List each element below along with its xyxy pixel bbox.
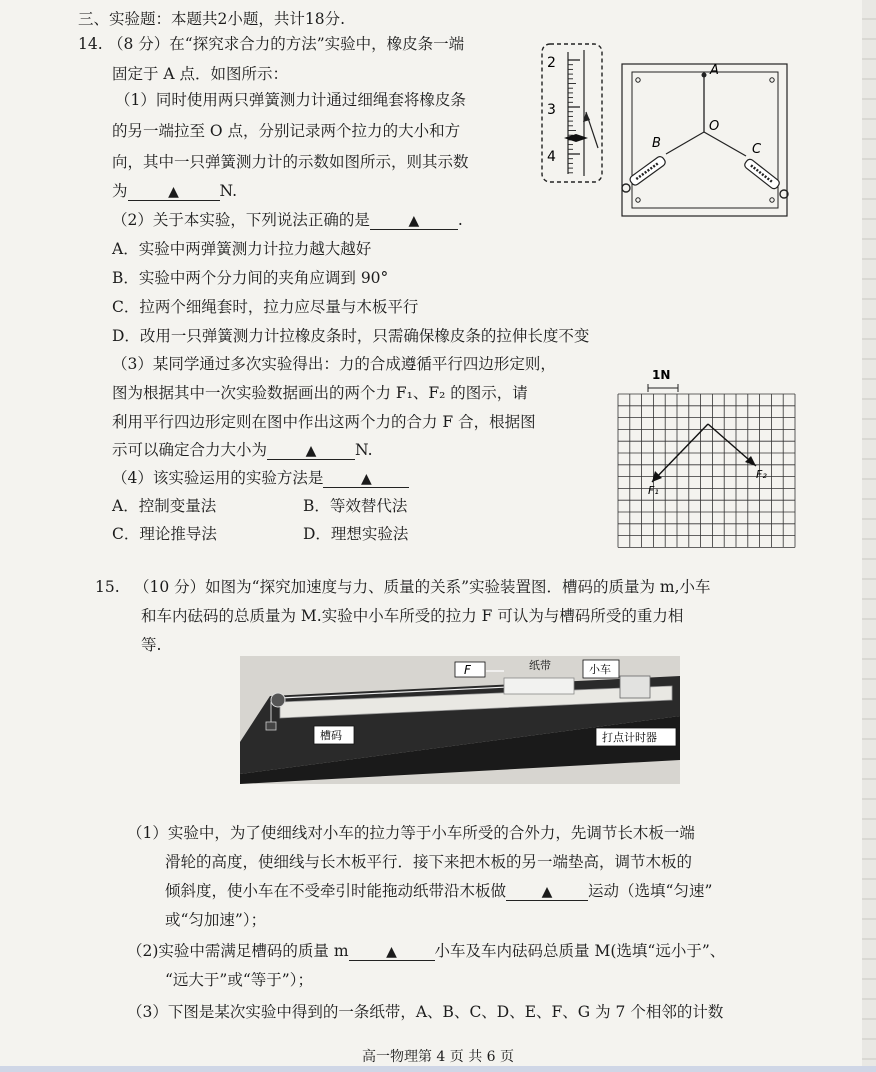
scale-tick-label: 3 bbox=[547, 102, 556, 118]
answer-mark: ▲ bbox=[360, 471, 372, 487]
pin-icon bbox=[770, 198, 774, 202]
scale-ticks bbox=[568, 60, 580, 173]
pulley-icon bbox=[271, 693, 285, 707]
q15-line3: 等. bbox=[141, 636, 162, 654]
timer-device-icon bbox=[620, 676, 650, 698]
q14-p1-end-pre: 为 bbox=[112, 182, 128, 200]
q14-p2-text: （2）关于本实验，下列说法正确的是 bbox=[112, 211, 370, 229]
q14-p3-line1: （3）某同学通过多次实验得出：力的合成遵循平行四边形定则， bbox=[112, 355, 556, 373]
photo-label-tape: 纸带 bbox=[529, 659, 551, 672]
q14-method-c: C．理论推导法 bbox=[112, 525, 217, 543]
q14-option-c: C．拉两个细绳套时，拉力应尽量与木板平行 bbox=[112, 298, 419, 316]
spring-scale-b-icon bbox=[628, 155, 666, 187]
q14-p4-text: （4）该实验运用的实验方法是 bbox=[112, 469, 324, 487]
q15-p2 bbox=[127, 944, 725, 961]
cart-icon bbox=[504, 678, 574, 694]
q14-p3-line3: 利用平行四边形定则在图中作出这两个力的合力 F 合，根据图 bbox=[112, 413, 536, 431]
q15-line2: 和车内砝码的总质量为 M.实验中小车所受的拉力 F 可认为与槽码所受的重力相 bbox=[141, 607, 684, 625]
photo-label-weight: 槽码 bbox=[320, 729, 342, 742]
answer-mark: ▲ bbox=[305, 443, 317, 459]
q15-p2-pre: （2)实验中需满足槽码的质量 m bbox=[127, 942, 349, 960]
q14-p3-end bbox=[112, 443, 373, 460]
scale-tick-label: 2 bbox=[547, 55, 556, 71]
label-b: B bbox=[652, 136, 661, 151]
pin-icon bbox=[636, 198, 640, 202]
string-b bbox=[666, 132, 704, 154]
photo-label-timer: 打点计时器 bbox=[602, 731, 657, 744]
grid-unit-label: 1N bbox=[652, 368, 671, 382]
q15-p1-line3 bbox=[165, 884, 712, 901]
photo-label-car: 小车 bbox=[589, 663, 611, 676]
q15-answer-blank-1[interactable] bbox=[506, 884, 588, 901]
scale-pointer-icon bbox=[576, 134, 588, 142]
force-grid-figure bbox=[612, 366, 808, 556]
q15-p2-line2: “远大于”或“等于”）； bbox=[165, 971, 313, 989]
q14-p2 bbox=[112, 213, 463, 230]
q14-line2: 固定于 A 点．如图所示： bbox=[112, 65, 289, 83]
q15-number: 15. bbox=[95, 578, 120, 596]
q14-number: 14. bbox=[78, 35, 103, 53]
q15-p2-post: 小车及车内砝码总质量 M(选填“远小于”、 bbox=[434, 942, 726, 960]
q15-answer-blank-2[interactable] bbox=[349, 944, 435, 961]
string-c bbox=[704, 132, 746, 156]
bottom-strip bbox=[0, 1066, 876, 1072]
q14-p1-line1: （1）同时使用两只弹簧测力计通过细绳套将橡皮条 bbox=[115, 91, 466, 109]
q14-p1-line2: 的另一端拉至 O 点，分别记录两个拉力的大小和方 bbox=[112, 122, 461, 140]
page-edge bbox=[862, 0, 876, 1072]
q14-p2-end: . bbox=[457, 211, 463, 229]
q14-p3-line2: 图为根据其中一次实验数据画出的两个力 F₁、F₂ 的图示，请 bbox=[112, 384, 528, 402]
q14-p3-end-post: N. bbox=[355, 441, 373, 459]
q15-p1-line4: 或“匀加速”）； bbox=[165, 911, 267, 929]
label-f1: F₁ bbox=[648, 484, 659, 497]
answer-mark: ▲ bbox=[541, 884, 553, 900]
q14-p1-end bbox=[112, 184, 237, 201]
q14-p4 bbox=[112, 471, 409, 488]
scale-tick-label: 4 bbox=[547, 149, 556, 165]
q14-option-d: D．改用一只弹簧测力计拉橡皮条时，只需确保橡皮条的拉伸长度不变 bbox=[112, 327, 590, 345]
apparatus-photo bbox=[240, 656, 680, 784]
pin-icon bbox=[770, 78, 774, 82]
q14-option-b: B．实验中两个分力间的夹角应调到 90° bbox=[112, 269, 389, 287]
q14-method-a: A．控制变量法 bbox=[112, 497, 217, 515]
q15-p3: （3）下图是某次实验中得到的一条纸带，A、B、C、D、E、F、G 为 7 个相邻的计数 bbox=[127, 1003, 724, 1021]
q15-p1-line2: 滑轮的高度，使细线与长木板平行．接下来把木板的另一端垫高，调节木板的 bbox=[165, 853, 693, 871]
q15-head: （10 分）如图为“探究加速度与力、质量的关系”实验装置图．槽码的质量为 m,小车 bbox=[134, 578, 711, 596]
label-f2: F₂ bbox=[756, 468, 767, 481]
photo-label-f: F bbox=[464, 663, 471, 677]
answer-mark: ▲ bbox=[168, 184, 179, 200]
spring-scale-c-icon bbox=[743, 158, 781, 191]
answer-mark: ▲ bbox=[386, 944, 397, 960]
hanging-weight-icon bbox=[266, 722, 276, 730]
page-footer: 高一物理第 4 页 共 6 页 bbox=[361, 1049, 515, 1065]
q14-p1-line3: 向，其中一只弹簧测力计的示数如图所示，则其示数 bbox=[112, 153, 469, 171]
q14-p1-end-post: N. bbox=[219, 182, 238, 200]
q15-p1-l3-post: 运动（选填“匀速” bbox=[588, 882, 713, 900]
board-figure bbox=[620, 60, 792, 220]
q14-option-a: A．实验中两弹簧测力计拉力越大越好 bbox=[112, 240, 372, 258]
label-c: C bbox=[752, 142, 762, 157]
grid-lines bbox=[618, 394, 795, 547]
q14-p3-end-pre: 示可以确定合力大小为 bbox=[112, 441, 268, 459]
spring-scale-figure bbox=[540, 42, 606, 184]
q14-head: （8 分）在“探究求合力的方法”实验中，橡皮条一端 bbox=[108, 35, 465, 53]
label-a: A bbox=[710, 63, 719, 78]
q15-p1-line1: （1）实验中，为了使细线对小车的拉力等于小车所受的合外力，先调节长木板一端 bbox=[127, 824, 695, 842]
q14-answer-blank-4[interactable] bbox=[323, 471, 409, 488]
ring-icon bbox=[622, 184, 630, 192]
q15-p1-l3-pre: 倾斜度，使小车在不受牵引时能拖动纸带沿木板做 bbox=[165, 882, 507, 900]
pin-icon bbox=[636, 78, 640, 82]
label-o: O bbox=[709, 119, 720, 134]
q14-method-d: D．理想实验法 bbox=[303, 525, 409, 543]
q14-method-b: B．等效替代法 bbox=[303, 497, 408, 515]
q14-answer-blank-3[interactable] bbox=[267, 443, 355, 460]
answer-mark: ▲ bbox=[408, 213, 420, 229]
section-title: 三、实验题：本题共2小题，共计18分. bbox=[78, 10, 346, 28]
q14-answer-blank-2[interactable] bbox=[370, 213, 458, 230]
q14-answer-blank-1[interactable] bbox=[128, 184, 220, 201]
